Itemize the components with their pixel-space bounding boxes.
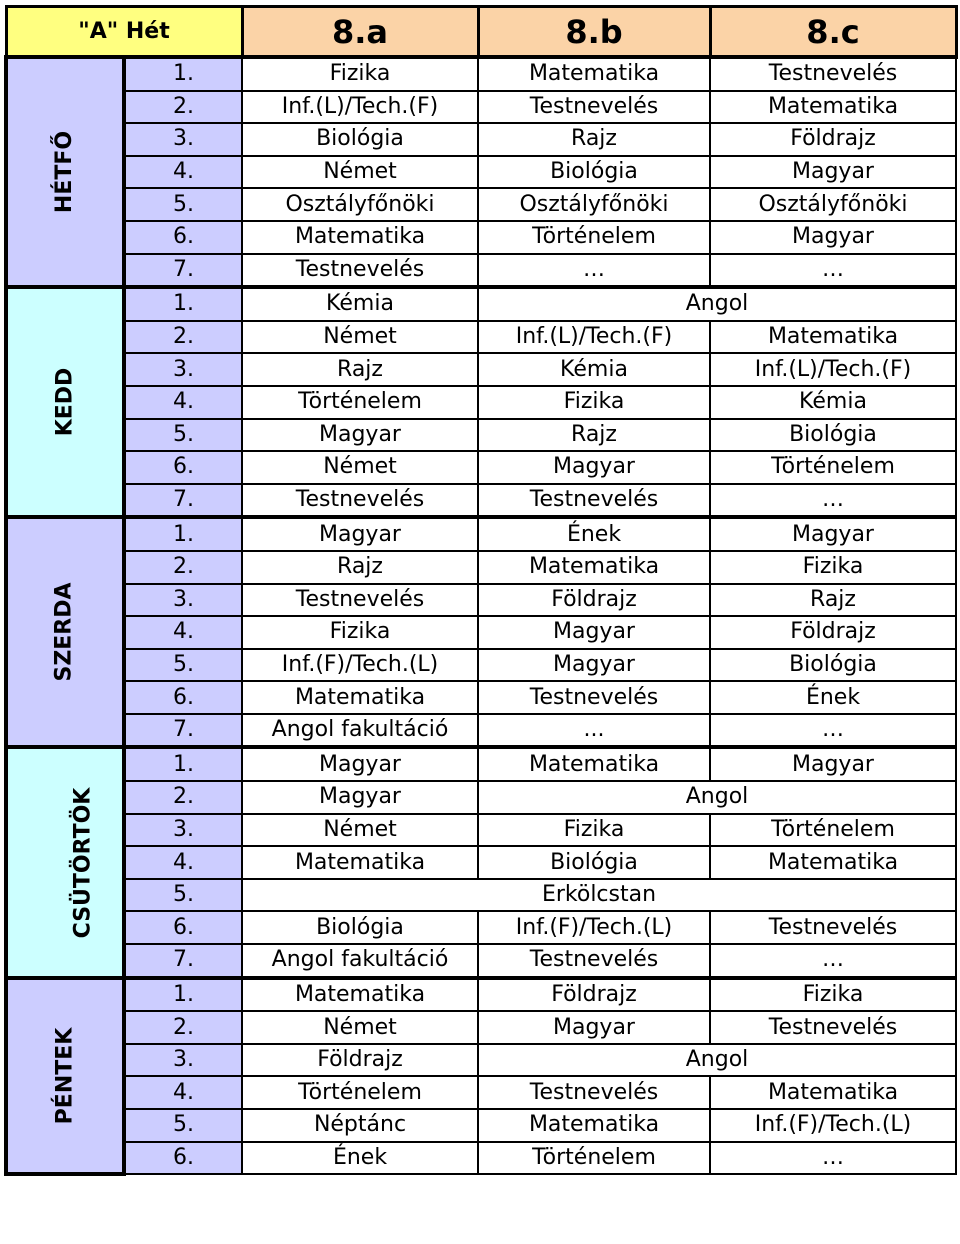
subject-cell: ... (478, 714, 710, 748)
period-number: 5. (124, 879, 242, 912)
class-header-8c: 8.c (710, 7, 956, 58)
subject-cell: Magyar (710, 156, 956, 189)
period-number: 3. (124, 1044, 242, 1077)
week-label: "A" Hét (6, 7, 242, 58)
subject-cell: Osztályfőnöki (242, 188, 478, 221)
table-row (6, 681, 956, 714)
subject-cell: Történelem (710, 814, 956, 847)
subject-cell: Német (242, 814, 478, 847)
subject-cell: Fizika (242, 57, 478, 91)
table-row (6, 944, 956, 978)
table-row (6, 123, 956, 156)
subject-cell: Német (242, 1011, 478, 1044)
subject-cell: Fizika (478, 814, 710, 847)
table-row (6, 451, 956, 484)
subject-cell: Történelem (710, 451, 956, 484)
period-number: 3. (124, 353, 242, 386)
table-row (6, 419, 956, 452)
subject-cell: Matematika (710, 1076, 956, 1109)
subject-cell: Rajz (710, 584, 956, 617)
subject-cell: Angol (478, 1044, 956, 1077)
period-number: 7. (124, 484, 242, 518)
day-label (6, 287, 124, 517)
subject-cell: Angol (478, 287, 956, 321)
period-number: 6. (124, 911, 242, 944)
subject-cell: Matematika (478, 747, 710, 781)
subject-cell: Földrajz (478, 584, 710, 617)
subject-cell: Matematika (710, 321, 956, 354)
subject-cell: Inf.(L)/Tech.(F) (710, 353, 956, 386)
subject-cell: Kémia (710, 386, 956, 419)
subject-cell: Ének (242, 1142, 478, 1175)
day-name: HÉTFŐ (52, 130, 77, 214)
period-number: 4. (124, 386, 242, 419)
subject-cell: Biológia (242, 123, 478, 156)
subject-cell: … (710, 1142, 956, 1175)
period-number: 1. (124, 747, 242, 781)
subject-cell: Inf.(F)/Tech.(L) (710, 1109, 956, 1142)
period-number: 1. (124, 287, 242, 321)
table-row (6, 1142, 956, 1175)
subject-cell: Inf.(F)/Tech.(L) (242, 649, 478, 682)
subject-cell: Rajz (242, 551, 478, 584)
subject-cell: … (478, 254, 710, 288)
period-number: 4. (124, 616, 242, 649)
subject-cell: Kémia (478, 353, 710, 386)
subject-cell: Történelem (242, 386, 478, 419)
subject-cell: Testnevelés (710, 1011, 956, 1044)
subject-cell: Rajz (478, 419, 710, 452)
day-name: SZERDA (52, 582, 77, 682)
subject-cell: Magyar (710, 221, 956, 254)
table-row (6, 221, 956, 254)
subject-cell: Rajz (478, 123, 710, 156)
subject-cell: Magyar (478, 616, 710, 649)
period-number: 7. (124, 944, 242, 978)
subject-cell: Fizika (710, 978, 956, 1012)
class-header-8b: 8.b (478, 7, 710, 58)
subject-cell: … (710, 944, 956, 978)
subject-cell: Osztályfőnöki (478, 188, 710, 221)
subject-cell: Magyar (242, 517, 478, 551)
subject-cell: … (710, 714, 956, 748)
subject-cell: Német (242, 451, 478, 484)
table-row (6, 584, 956, 617)
subject-cell: Inf.(L)/Tech.(F) (478, 321, 710, 354)
table-row (6, 386, 956, 419)
subject-cell: Matematika (242, 681, 478, 714)
table-row (6, 714, 956, 748)
subject-cell: Matematika (710, 846, 956, 879)
subject-cell: Testnevelés (478, 91, 710, 124)
subject-cell: Földrajz (242, 1044, 478, 1077)
subject-cell: Kémia (242, 287, 478, 321)
table-row (6, 517, 956, 551)
table-row (6, 911, 956, 944)
subject-cell: Osztályfőnöki (710, 188, 956, 221)
subject-cell: Magyar (710, 517, 956, 551)
period-number: 5. (124, 419, 242, 452)
period-number: 2. (124, 551, 242, 584)
subject-cell: Magyar (242, 781, 478, 814)
table-row (6, 814, 956, 847)
subject-cell: Biológia (478, 156, 710, 189)
subject-cell: Matematika (242, 846, 478, 879)
period-number: 6. (124, 681, 242, 714)
subject-cell: Biológia (478, 846, 710, 879)
subject-cell: Matematika (478, 551, 710, 584)
table-row (6, 1011, 956, 1044)
subject-cell: Magyar (710, 747, 956, 781)
subject-cell: Magyar (242, 419, 478, 452)
table-row (6, 287, 956, 321)
subject-cell: Történelem (478, 1142, 710, 1175)
subject-cell: Matematika (242, 221, 478, 254)
subject-cell: Földrajz (478, 978, 710, 1012)
day-label (6, 747, 124, 977)
period-number: 5. (124, 649, 242, 682)
subject-cell: Biológia (242, 911, 478, 944)
subject-cell: Angol (478, 781, 956, 814)
table-row (6, 551, 956, 584)
period-number: 4. (124, 156, 242, 189)
subject-cell: Testnevelés (710, 911, 956, 944)
subject-cell: Magyar (478, 1011, 710, 1044)
subject-cell: Testnevelés (478, 944, 710, 978)
table-row (6, 484, 956, 518)
subject-cell: Matematika (478, 57, 710, 91)
period-number: 2. (124, 321, 242, 354)
subject-cell: Biológia (710, 419, 956, 452)
subject-cell: Magyar (478, 649, 710, 682)
period-number: 7. (124, 714, 242, 748)
subject-cell: Földrajz (710, 123, 956, 156)
period-number: 3. (124, 584, 242, 617)
period-number: 3. (124, 123, 242, 156)
subject-cell: Matematika (242, 978, 478, 1012)
table-row (6, 57, 956, 91)
subject-cell: Fizika (710, 551, 956, 584)
subject-cell: Testnevelés (242, 484, 478, 518)
period-number: 4. (124, 1076, 242, 1109)
subject-cell: Ének (710, 681, 956, 714)
subject-cell: Testnevelés (478, 484, 710, 518)
table-row (6, 321, 956, 354)
subject-cell: Biológia (710, 649, 956, 682)
table-row (6, 649, 956, 682)
subject-cell: Testnevelés (242, 254, 478, 288)
day-label (6, 57, 124, 287)
table-row (6, 1109, 956, 1142)
period-number: 2. (124, 91, 242, 124)
table-row (6, 91, 956, 124)
period-number: 3. (124, 814, 242, 847)
day-name: PÉNTEK (52, 1027, 77, 1125)
subject-cell: … (710, 484, 956, 518)
class-header-8a: 8.a (242, 7, 478, 58)
timetable-grid (4, 5, 958, 1176)
subject-cell: Német (242, 156, 478, 189)
table-row (6, 978, 956, 1012)
period-number: 1. (124, 57, 242, 91)
subject-cell: Német (242, 321, 478, 354)
period-number: 6. (124, 1142, 242, 1175)
subject-cell: Testnevelés (242, 584, 478, 617)
subject-cell: Magyar (478, 451, 710, 484)
subject-cell: Történelem (242, 1076, 478, 1109)
subject-cell: Fizika (242, 616, 478, 649)
period-number: 6. (124, 221, 242, 254)
period-number: 7. (124, 254, 242, 288)
period-number: 6. (124, 451, 242, 484)
day-label (6, 517, 124, 747)
table-row (6, 1076, 956, 1109)
table-row (6, 781, 956, 814)
period-number: 2. (124, 781, 242, 814)
table-row (6, 353, 956, 386)
table-row (6, 616, 956, 649)
day-name: CSÜTÖRTÖK (70, 787, 96, 938)
header-row (6, 7, 956, 58)
subject-cell: Ének (478, 517, 710, 551)
subject-cell: Testnevelés (478, 681, 710, 714)
table-row (6, 156, 956, 189)
subject-cell: Rajz (242, 353, 478, 386)
table-row (6, 879, 956, 912)
subject-cell: Testnevelés (710, 57, 956, 91)
period-number: 5. (124, 1109, 242, 1142)
subject-cell: Erkölcstan (242, 879, 956, 912)
subject-cell: Néptánc (242, 1109, 478, 1142)
timetable-body (6, 57, 956, 1174)
subject-cell: Történelem (478, 221, 710, 254)
period-number: 1. (124, 978, 242, 1012)
table-row (6, 747, 956, 781)
subject-cell: Angol fakultáció (242, 944, 478, 978)
period-number: 1. (124, 517, 242, 551)
table-row (6, 188, 956, 221)
subject-cell: Testnevelés (478, 1076, 710, 1109)
subject-cell: Matematika (710, 91, 956, 124)
subject-cell: Magyar (242, 747, 478, 781)
subject-cell: Inf.(F)/Tech.(L) (478, 911, 710, 944)
period-number: 5. (124, 188, 242, 221)
period-number: 2. (124, 1011, 242, 1044)
day-label (6, 978, 124, 1175)
table-row (6, 846, 956, 879)
subject-cell: Inf.(L)/Tech.(F) (242, 91, 478, 124)
subject-cell: Fizika (478, 386, 710, 419)
timetable (4, 5, 954, 1176)
subject-cell: Földrajz (710, 616, 956, 649)
subject-cell: … (710, 254, 956, 288)
table-row (6, 254, 956, 288)
subject-cell: Angol fakultáció (242, 714, 478, 748)
day-name: KEDD (51, 367, 77, 437)
period-number: 4. (124, 846, 242, 879)
table-row (6, 1044, 956, 1077)
subject-cell: Matematika (478, 1109, 710, 1142)
